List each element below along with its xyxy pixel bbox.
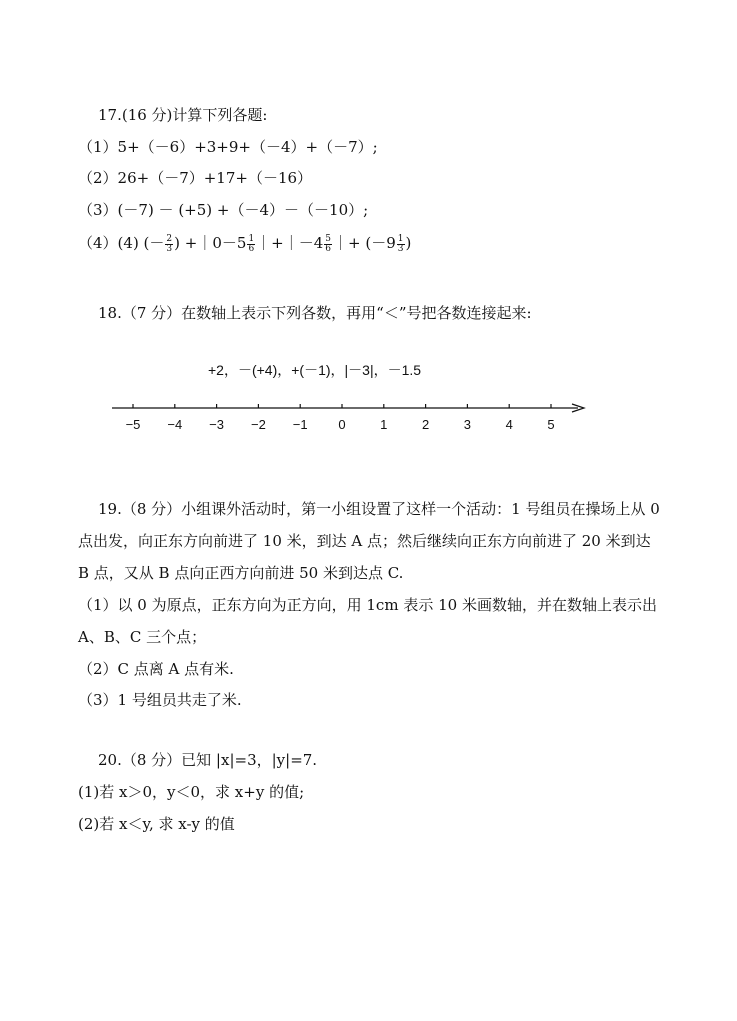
q17-item-3: （3）(－7) － (+5) +（－4）－（－10）; xyxy=(78,201,369,219)
q19-line-2: 点出发，向正东方向前进了 10 米，到达 A 点；然后继续向正东方向前进了 20 米到达 xyxy=(78,532,651,550)
number-line-label: 0 xyxy=(338,417,346,432)
q20-line-3: (2)若 x＜y, 求 x-y 的值 xyxy=(78,815,235,833)
q19-line-3: B 点，又从 B 点向正西方向前进 50 米到达点 C. xyxy=(78,564,404,582)
number-line-label: 3 xyxy=(463,417,472,432)
fraction: $\frac{2}{3}$ xyxy=(166,233,173,254)
q20-line-2: (1)若 x＞0，y＜0，求 x+y 的值; xyxy=(78,783,305,801)
q19-line-7: （3）1 号组员共走了米. xyxy=(78,691,242,709)
number-line xyxy=(0,395,737,445)
q18-title: 18.（7 分）在数轴上表示下列各数，再用“＜”号把各数连接起来: xyxy=(98,304,532,322)
number-line-label: −3 xyxy=(209,417,225,432)
q19-line-4: （1）以 0 为原点，正东方向为正方向，用 1cm 表示 10 米画数轴，并在数轴上表示出 xyxy=(78,596,657,614)
q17-item-2: （2）26+（－7）+17+（－16） xyxy=(78,169,313,187)
fraction: $\frac{1}{6}$ xyxy=(248,233,255,254)
q19-line-1: 19.（8 分）小组课外活动时，第一小组设置了这样一个活动：1 号组员在操场上从 0 xyxy=(98,500,660,518)
number-line-label: −1 xyxy=(292,417,308,432)
number-line-label: −2 xyxy=(250,417,266,432)
fraction: $\frac{5}{6}$ xyxy=(325,233,332,254)
number-line-label: 1 xyxy=(380,417,388,432)
q19-line-5: A、B、C 三个点； xyxy=(78,628,207,646)
number-line-label: 4 xyxy=(505,417,513,432)
q17-item-1: （1）5+（－6）+3+9+（－4）+（－7）; xyxy=(78,138,378,156)
q17-item-4-prefix: （4）(4) (－ xyxy=(78,234,165,252)
fraction: $\frac{1}{3}$ xyxy=(397,233,404,254)
number-line-label: −5 xyxy=(125,417,141,432)
q17-item-4: （4）(4) (－ $\frac{2}{3}$ ) +｜0－5 $\frac{1}{6}$ ｜+｜－4 $\frac{5}{6}$ ｜+ (－9 $\frac{1}{3}$ ) xyxy=(78,233,412,254)
number-line-label: 2 xyxy=(421,417,430,432)
number-line-label: −4 xyxy=(167,417,183,432)
q18-number-list: +2，－(+4)，+(－1)，|－3|，－1.5 xyxy=(208,362,422,378)
number-line-label: 5 xyxy=(547,417,555,432)
q19-line-6: （2）C 点离 A 点有米. xyxy=(78,660,234,678)
q17-title: 17.(16 分)计算下列各题: xyxy=(98,106,268,124)
q20-line-1: 20.（8 分）已知 |x|=3，|y|=7. xyxy=(98,751,318,769)
